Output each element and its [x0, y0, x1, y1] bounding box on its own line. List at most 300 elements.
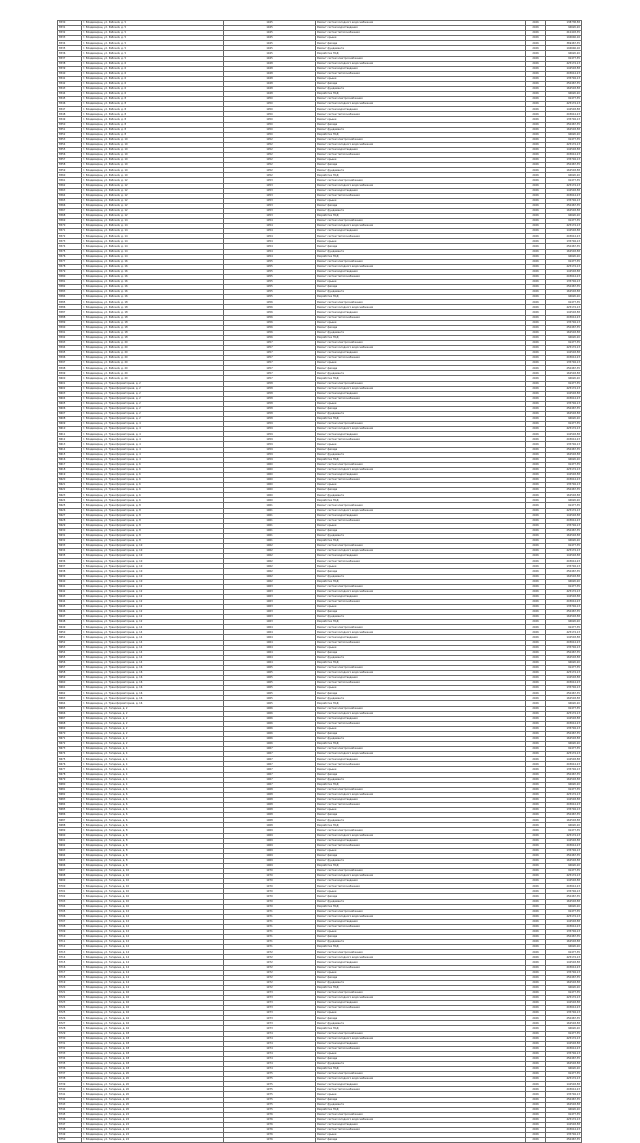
- address-cell: г. Владимирец, ул. Рабочий, д. 5: [82, 56, 224, 61]
- address-cell: г. Владимирец, ул. Гагарина, д. 22: [82, 1117, 224, 1122]
- row-number-cell: 8708: [58, 924, 82, 929]
- year-cell: 1969: [224, 853, 316, 858]
- cost-cell: 162518,58: [546, 818, 582, 823]
- address-cell: г. Владимирец, ул. Трансформаторная, д. 14: [82, 625, 224, 630]
- year-cell: 1965: [224, 686, 316, 691]
- plan-year-cell: 2026: [526, 158, 546, 163]
- row-number-cell: 8612: [58, 437, 82, 442]
- address-cell: г. Владимирец, ул. Гагарина, д. 20: [82, 1077, 224, 1082]
- row-number-cell: 8613: [58, 442, 82, 447]
- cost-cell: 91477,35: [546, 422, 582, 427]
- address-cell: г. Владимирец, ул. Гагарина, д. 16: [82, 1016, 224, 1021]
- work-type-cell: Ремонт систем электроснабжения: [316, 503, 526, 508]
- table-row: [58, 1138, 582, 1143]
- plan-year-cell: 2026: [526, 259, 546, 264]
- year-cell: 1952: [224, 142, 316, 147]
- plan-year-cell: 2026: [526, 498, 546, 503]
- year-cell: 1976: [224, 1117, 316, 1122]
- work-type-cell: Ремонт систем водоотведения: [316, 432, 526, 437]
- year-cell: 1964: [224, 655, 316, 660]
- row-number-cell: 8638: [58, 569, 82, 574]
- cost-cell: 250467,35: [546, 81, 582, 86]
- year-cell: 1967: [224, 762, 316, 767]
- address-cell: г. Владимирец, ул. Трансформаторная, д. 8: [82, 538, 224, 543]
- row-number-cell: 8552: [58, 132, 82, 137]
- address-cell: г. Владимирец, ул. Гагарина, д. 12: [82, 940, 224, 945]
- year-cell: 1973: [224, 1021, 316, 1026]
- work-type-cell: Ремонт систем электроснабжения: [316, 625, 526, 630]
- address-cell: г. Владимирец, ул. Трансформаторная, д. 10: [82, 559, 224, 564]
- plan-year-cell: 2026: [526, 274, 546, 279]
- row-number-cell: 8657: [58, 665, 82, 670]
- address-cell: г. Владимирец, ул. Гагарина, д. 14: [82, 965, 224, 970]
- year-cell: 1956: [224, 305, 316, 310]
- year-cell: 1967: [224, 777, 316, 782]
- work-type-cell: Ремонт фасада: [316, 1097, 526, 1102]
- cost-cell: 91477,35: [546, 584, 582, 589]
- plan-year-cell: 2026: [526, 960, 546, 965]
- plan-year-cell: 2026: [526, 645, 546, 650]
- work-type-cell: Ремонт крыши: [316, 158, 526, 163]
- work-type-cell: Ремонт систем холодного водоснабжения: [316, 224, 526, 229]
- cost-cell: 425174,13: [546, 386, 582, 391]
- address-cell: г. Владимирец, ул. Гагарина, д. 18: [82, 1051, 224, 1056]
- plan-year-cell: 2026: [526, 559, 546, 564]
- row-number-cell: 8688: [58, 823, 82, 828]
- row-number-cell: 8624: [58, 498, 82, 503]
- row-number-cell: 8691: [58, 838, 82, 843]
- year-cell: 1960: [224, 467, 316, 472]
- plan-year-cell: 2026: [526, 879, 546, 884]
- year-cell: 1966: [224, 737, 316, 742]
- year-cell: 1965: [224, 665, 316, 670]
- cost-cell: 91477,35: [546, 665, 582, 670]
- row-number-cell: 8579: [58, 269, 82, 274]
- row-number-cell: 8664: [58, 701, 82, 706]
- address-cell: г. Владимирец, ул. Гагарина, д. 14: [82, 980, 224, 985]
- address-cell: г. Владимирец, ул. Рабочий, д. 20: [82, 346, 224, 351]
- work-type-cell: Разработка ПСД: [316, 782, 526, 787]
- address-cell: г. Владимирец, ул. Рабочий, д. 12: [82, 213, 224, 218]
- year-cell: 1950: [224, 132, 316, 137]
- address-cell: г. Владимирец, ул. Гагарина, д. 4: [82, 777, 224, 782]
- address-cell: г. Владимирец, ул. Гагарина, д. 2: [82, 716, 224, 721]
- plan-year-cell: 2026: [526, 467, 546, 472]
- year-cell: 1950: [224, 112, 316, 117]
- plan-year-cell: 2026: [526, 1001, 546, 1006]
- plan-year-cell: 2026: [526, 772, 546, 777]
- cost-cell: 425174,13: [546, 264, 582, 269]
- row-number-cell: 8705: [58, 909, 82, 914]
- work-type-cell: Ремонт систем водоотведения: [316, 229, 526, 234]
- work-type-cell: Ремонт крыши: [316, 1092, 526, 1097]
- cost-cell: 94620,20: [546, 26, 582, 31]
- work-type-cell: Ремонт фасада: [316, 975, 526, 980]
- work-type-cell: Ремонт систем водоотведения: [316, 66, 526, 71]
- work-type-cell: Ремонт систем теплоснабжения: [316, 153, 526, 158]
- work-type-cell: Ремонт систем теплоснабжения: [316, 721, 526, 726]
- year-cell: 1966: [224, 721, 316, 726]
- address-cell: г. Владимирец, ул. Рабочий, д. 14: [82, 234, 224, 239]
- address-cell: г. Владимирец, ул. Трансформаторная, д. 6: [82, 472, 224, 477]
- work-type-cell: Ремонт фундамента: [316, 574, 526, 579]
- address-cell: г. Владимирец, ул. Рабочий, д. 5: [82, 36, 224, 41]
- year-cell: 1948: [224, 81, 316, 86]
- cost-cell: 142518,58: [546, 147, 582, 152]
- work-type-cell: Ремонт фасада: [316, 894, 526, 899]
- cost-cell: 138738,58: [546, 21, 582, 26]
- year-cell: 1974: [224, 1051, 316, 1056]
- work-type-cell: Ремонт систем холодного водоснабжения: [316, 142, 526, 147]
- address-cell: г. Владимирец, ул. Рабочий, д. 16: [82, 269, 224, 274]
- address-cell: г. Владимирец, ул. Рабочий, д. 18: [82, 320, 224, 325]
- row-number-cell: 8698: [58, 874, 82, 879]
- cost-cell: 91477,35: [546, 990, 582, 995]
- address-cell: г. Владимирец, ул. Рабочий, д. 16: [82, 259, 224, 264]
- year-cell: 1948: [224, 92, 316, 97]
- address-cell: г. Владимирец, ул. Гагарина, д. 18: [82, 1041, 224, 1046]
- work-type-cell: Ремонт систем электроснабжения: [316, 97, 526, 102]
- year-cell: 1967: [224, 767, 316, 772]
- row-number-cell: 8668: [58, 721, 82, 726]
- plan-year-cell: 2026: [526, 173, 546, 178]
- cost-cell: 135794,13: [546, 564, 582, 569]
- work-type-cell: Ремонт систем теплоснабжения: [316, 356, 526, 361]
- address-cell: г. Владимирец, ул. Гагарина, д. 14: [82, 960, 224, 965]
- address-cell: г. Владимирец, ул. Гагарина, д. 16: [82, 1001, 224, 1006]
- cost-cell: 91477,35: [546, 1031, 582, 1036]
- year-cell: 1971: [224, 919, 316, 924]
- cost-cell: 250467,35: [546, 163, 582, 168]
- plan-year-cell: 2026: [526, 787, 546, 792]
- cost-cell: 425174,13: [546, 142, 582, 147]
- row-number-cell: 8671: [58, 737, 82, 742]
- row-number-cell: 8577: [58, 259, 82, 264]
- plan-year-cell: 2026: [526, 1087, 546, 1092]
- year-cell: 1975: [224, 1077, 316, 1082]
- plan-year-cell: 2026: [526, 1026, 546, 1031]
- plan-year-cell: 2026: [526, 112, 546, 117]
- address-cell: г. Владимирец, ул. Гагарина, д. 10: [82, 884, 224, 889]
- cost-cell: 91477,35: [546, 137, 582, 142]
- year-cell: 1960: [224, 478, 316, 483]
- plan-year-cell: 2026: [526, 447, 546, 452]
- work-type-cell: Ремонт систем теплоснабжения: [316, 640, 526, 645]
- work-type-cell: Ремонт крыши: [316, 929, 526, 934]
- address-cell: г. Владимирец, ул. Трансформаторная, д. 4: [82, 452, 224, 457]
- cost-cell: 425174,13: [546, 792, 582, 797]
- cost-cell: 91477,35: [546, 219, 582, 224]
- address-cell: г. Владимирец, ул. Гагарина, д. 20: [82, 1072, 224, 1077]
- row-number-cell: 8742: [58, 1097, 82, 1102]
- cost-cell: 203614,23: [546, 396, 582, 401]
- year-cell: 1971: [224, 914, 316, 919]
- cost-cell: 135794,13: [546, 726, 582, 731]
- plan-year-cell: 2026: [526, 544, 546, 549]
- year-cell: 1974: [224, 1062, 316, 1067]
- plan-year-cell: 2026: [526, 279, 546, 284]
- year-cell: 1950: [224, 97, 316, 102]
- row-number-cell: 8684: [58, 803, 82, 808]
- address-cell: г. Владимирец, ул. Трансформаторная, д. 2: [82, 386, 224, 391]
- address-cell: г. Владимирец, ул. Гагарина, д. 12: [82, 924, 224, 929]
- row-number-cell: 8745: [58, 1112, 82, 1117]
- row-number-cell: 8547: [58, 107, 82, 112]
- cost-cell: 94620,20: [546, 335, 582, 340]
- plan-year-cell: 2026: [526, 244, 546, 249]
- year-cell: 1952: [224, 158, 316, 163]
- cost-cell: 135794,13: [546, 1011, 582, 1016]
- year-cell: 1958: [224, 396, 316, 401]
- address-cell: г. Владимирец, ул. Гагарина, д. 4: [82, 762, 224, 767]
- work-type-cell: Ремонт систем электроснабжения: [316, 1112, 526, 1117]
- work-type-cell: Ремонт систем электроснабжения: [316, 219, 526, 224]
- work-type-cell: Ремонт крыши: [316, 442, 526, 447]
- row-number-cell: 8556: [58, 153, 82, 158]
- cost-cell: 142518,58: [546, 513, 582, 518]
- year-cell: 1973: [224, 990, 316, 995]
- work-type-cell: Ремонт фасада: [316, 691, 526, 696]
- row-number-cell: 8720: [58, 985, 82, 990]
- row-number-cell: 8728: [58, 1026, 82, 1031]
- plan-year-cell: 2026: [526, 503, 546, 508]
- year-cell: 1953: [224, 183, 316, 188]
- cost-cell: 135794,13: [546, 1133, 582, 1138]
- cost-cell: 250467,35: [546, 1056, 582, 1061]
- cost-cell: 91477,35: [546, 97, 582, 102]
- work-type-cell: Ремонт систем теплоснабжения: [316, 803, 526, 808]
- address-cell: г. Владимирец, ул. Гагарина, д. 12: [82, 929, 224, 934]
- cost-cell: 203614,23: [546, 721, 582, 726]
- plan-year-cell: 2026: [526, 203, 546, 208]
- cost-cell: 162518,58: [546, 412, 582, 417]
- work-type-cell: Ремонт систем холодного водоснабжения: [316, 183, 526, 188]
- address-cell: г. Владимирец, ул. Гагарина, д. 16: [82, 1006, 224, 1011]
- cost-cell: 203614,23: [546, 843, 582, 848]
- work-type-cell: Ремонт фундамента: [316, 330, 526, 335]
- plan-year-cell: 2026: [526, 234, 546, 239]
- address-cell: г. Владимирец, ул. Трансформаторная, д. 8: [82, 533, 224, 538]
- year-cell: 1957: [224, 366, 316, 371]
- row-number-cell: 8663: [58, 696, 82, 701]
- row-number-cell: 8736: [58, 1067, 82, 1072]
- row-number-cell: 8734: [58, 1056, 82, 1061]
- spreadsheet-page: [57, 20, 581, 1143]
- address-cell: г. Владимирец, ул. Рабочий, д. 5: [82, 21, 224, 26]
- address-cell: г. Владимирец, ул. Гагарина, д. 18: [82, 1031, 224, 1036]
- cost-cell: 94620,20: [546, 1026, 582, 1031]
- work-type-cell: Ремонт систем холодного водоснабжения: [316, 346, 526, 351]
- plan-year-cell: 2026: [526, 869, 546, 874]
- work-type-cell: Ремонт систем водоотведения: [316, 513, 526, 518]
- row-number-cell: 8706: [58, 914, 82, 919]
- year-cell: 1964: [224, 635, 316, 640]
- plan-year-cell: 2026: [526, 1021, 546, 1026]
- address-cell: г. Владимирец, ул. Рабочий, д. 10: [82, 163, 224, 168]
- plan-year-cell: 2026: [526, 168, 546, 173]
- cost-cell: 425174,13: [546, 1036, 582, 1041]
- cost-cell: 162518,58: [546, 899, 582, 904]
- address-cell: г. Владимирец, ул. Гагарина, д. 8: [82, 848, 224, 853]
- row-number-cell: 8642: [58, 589, 82, 594]
- cost-cell: 203614,23: [546, 153, 582, 158]
- row-number-cell: 8636: [58, 559, 82, 564]
- work-type-cell: Ремонт фасада: [316, 731, 526, 736]
- plan-year-cell: 2026: [526, 1072, 546, 1077]
- plan-year-cell: 2026: [526, 940, 546, 945]
- year-cell: 1961: [224, 538, 316, 543]
- cost-cell: 94620,20: [546, 904, 582, 909]
- row-number-cell: 8693: [58, 848, 82, 853]
- year-cell: 1975: [224, 1087, 316, 1092]
- cost-cell: 194646,16: [546, 36, 582, 41]
- plan-year-cell: 2026: [526, 117, 546, 122]
- plan-year-cell: 2026: [526, 604, 546, 609]
- cost-cell: 203614,23: [546, 71, 582, 76]
- year-cell: 1963: [224, 610, 316, 615]
- plan-year-cell: 2026: [526, 183, 546, 188]
- year-cell: 1967: [224, 782, 316, 787]
- plan-year-cell: 2026: [526, 1006, 546, 1011]
- work-type-cell: Ремонт крыши: [316, 970, 526, 975]
- address-cell: г. Владимирец, ул. Трансформаторная, д. 16: [82, 671, 224, 676]
- plan-year-cell: 2026: [526, 797, 546, 802]
- work-type-cell: Ремонт систем водоотведения: [316, 310, 526, 315]
- cost-cell: 142518,58: [546, 432, 582, 437]
- plan-year-cell: 2026: [526, 1077, 546, 1082]
- work-type-cell: Ремонт фундамента: [316, 615, 526, 620]
- work-type-cell: Ремонт фасада: [316, 935, 526, 940]
- address-cell: г. Владимирец, ул. Гагарина, д. 6: [82, 792, 224, 797]
- year-cell: 1965: [224, 696, 316, 701]
- year-cell: 1964: [224, 660, 316, 665]
- year-cell: 1957: [224, 340, 316, 345]
- work-type-cell: Ремонт фасада: [316, 569, 526, 574]
- row-number-cell: 8553: [58, 137, 82, 142]
- plan-year-cell: 2026: [526, 1016, 546, 1021]
- year-cell: 1965: [224, 671, 316, 676]
- address-cell: г. Владимирец, ул. Гагарина, д. 4: [82, 772, 224, 777]
- work-type-cell: Ремонт систем теплоснабжения: [316, 559, 526, 564]
- plan-year-cell: 2026: [526, 894, 546, 899]
- work-type-cell: Ремонт систем теплоснабжения: [316, 234, 526, 239]
- cost-cell: 250467,35: [546, 894, 582, 899]
- work-type-cell: Ремонт систем электроснабжения: [316, 1072, 526, 1077]
- year-cell: 1957: [224, 356, 316, 361]
- year-cell: 1970: [224, 884, 316, 889]
- work-type-cell: Разработка ПСД: [316, 254, 526, 259]
- plan-year-cell: 2026: [526, 696, 546, 701]
- address-cell: г. Владимирец, ул. Гагарина, д. 18: [82, 1036, 224, 1041]
- address-cell: г. Владимирец, ул. Рабочий, д. 14: [82, 244, 224, 249]
- plan-year-cell: 2026: [526, 747, 546, 752]
- address-cell: г. Владимирец, ул. Рабочий, д. 8: [82, 132, 224, 137]
- year-cell: 1957: [224, 351, 316, 356]
- year-cell: 1958: [224, 417, 316, 422]
- work-type-cell: Ремонт фасада: [316, 528, 526, 533]
- work-type-cell: Ремонт систем холодного водоснабжения: [316, 264, 526, 269]
- cost-cell: 142518,58: [546, 391, 582, 396]
- address-cell: г. Владимирец, ул. Рабочий, д. 14: [82, 254, 224, 259]
- plan-year-cell: 2026: [526, 599, 546, 604]
- year-cell: 1968: [224, 813, 316, 818]
- row-number-cell: 8704: [58, 904, 82, 909]
- year-cell: 1967: [224, 772, 316, 777]
- cost-cell: 135794,13: [546, 767, 582, 772]
- year-cell: 1970: [224, 874, 316, 879]
- year-cell: 1961: [224, 508, 316, 513]
- row-number-cell: 8609: [58, 422, 82, 427]
- plan-year-cell: 2026: [526, 904, 546, 909]
- row-number-cell: 8589: [58, 320, 82, 325]
- row-number-cell: 8544: [58, 92, 82, 97]
- address-cell: г. Владимирец, ул. Рабочий, д. 18: [82, 300, 224, 305]
- address-cell: г. Владимирец, ул. Трансформаторная, д. 16: [82, 701, 224, 706]
- work-type-cell: Разработка ПСД: [316, 863, 526, 868]
- row-number-cell: 8681: [58, 787, 82, 792]
- cost-cell: 135794,13: [546, 483, 582, 488]
- address-cell: г. Владимирец, ул. Трансформаторная, д. 8: [82, 513, 224, 518]
- row-number-cell: 8532: [58, 31, 82, 36]
- work-type-cell: Ремонт крыши: [316, 239, 526, 244]
- year-cell: 1973: [224, 1001, 316, 1006]
- cost-cell: 135794,13: [546, 808, 582, 813]
- row-number-cell: 8719: [58, 980, 82, 985]
- year-cell: 1967: [224, 752, 316, 757]
- year-cell: 1952: [224, 147, 316, 152]
- address-cell: г. Владимирец, ул. Гагарина, д. 12: [82, 914, 224, 919]
- address-cell: г. Владимирец, ул. Гагарина, д. 10: [82, 874, 224, 879]
- row-number-cell: 8634: [58, 549, 82, 554]
- plan-year-cell: 2026: [526, 884, 546, 889]
- cost-cell: 425174,13: [546, 671, 582, 676]
- work-type-cell: Ремонт фасада: [316, 772, 526, 777]
- plan-year-cell: 2026: [526, 899, 546, 904]
- plan-year-cell: 2026: [526, 792, 546, 797]
- year-cell: 1952: [224, 173, 316, 178]
- address-cell: г. Владимирец, ул. Рабочий, д. 10: [82, 147, 224, 152]
- year-cell: 1959: [224, 422, 316, 427]
- work-type-cell: Ремонт крыши: [316, 401, 526, 406]
- row-number-cell: 8627: [58, 513, 82, 518]
- work-type-cell: Ремонт систем водоотведения: [316, 594, 526, 599]
- cost-cell: 91477,35: [546, 625, 582, 630]
- address-cell: г. Владимирец, ул. Трансформаторная, д. 12: [82, 610, 224, 615]
- cost-cell: 94620,20: [546, 1067, 582, 1072]
- address-cell: г. Владимирец, ул. Гагарина, д. 4: [82, 782, 224, 787]
- row-number-cell: 8711: [58, 940, 82, 945]
- plan-year-cell: 2026: [526, 838, 546, 843]
- row-number-cell: 8605: [58, 401, 82, 406]
- cost-cell: 94620,20: [546, 620, 582, 625]
- plan-year-cell: 2026: [526, 620, 546, 625]
- cost-cell: 250467,35: [546, 122, 582, 127]
- year-cell: 1965: [224, 681, 316, 686]
- work-type-cell: Ремонт фасада: [316, 285, 526, 290]
- row-number-cell: 8601: [58, 381, 82, 386]
- work-type-cell: Ремонт крыши: [316, 1011, 526, 1016]
- address-cell: г. Владимирец, ул. Гагарина, д. 20: [82, 1107, 224, 1112]
- plan-year-cell: 2026: [526, 909, 546, 914]
- work-type-cell: Ремонт систем водоотведения: [316, 797, 526, 802]
- address-cell: г. Владимирец, ул. Трансформаторная, д. 10: [82, 564, 224, 569]
- cost-cell: 369467,35: [546, 41, 582, 46]
- plan-year-cell: 2026: [526, 757, 546, 762]
- year-cell: 1961: [224, 523, 316, 528]
- cost-cell: 162518,58: [546, 127, 582, 132]
- work-type-cell: Ремонт фундамента: [316, 899, 526, 904]
- work-type-cell: Ремонт систем электроснабжения: [316, 665, 526, 670]
